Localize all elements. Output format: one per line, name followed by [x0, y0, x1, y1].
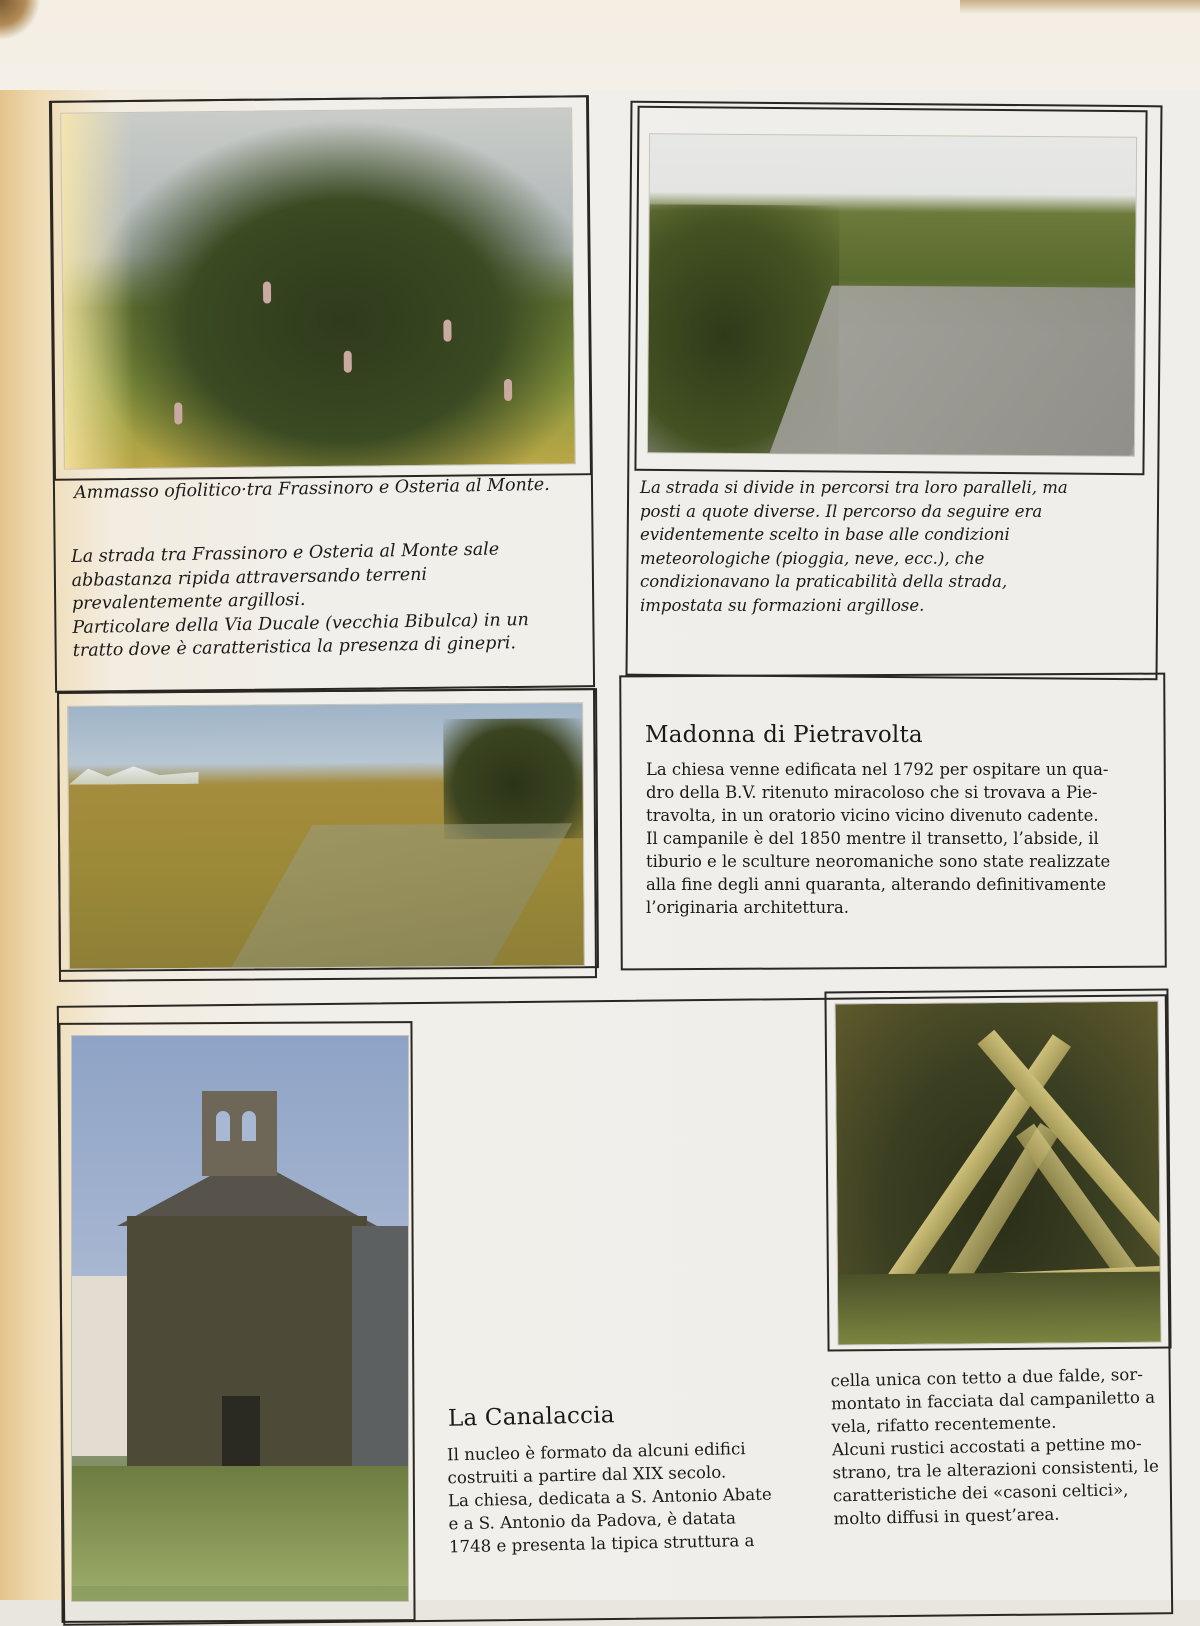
- caption-line: abbastanza ripida attraversando terreni: [71, 564, 428, 591]
- caption-line: Particolare della Via Ducale (vecchia Bibulca) in un: [72, 609, 529, 638]
- text-line: l’originaria architettura.: [646, 898, 849, 917]
- photo-roof-beams: [835, 1001, 1162, 1346]
- flower: [443, 320, 451, 342]
- caption-line: posti a quote diverse. Il percorso da seguire era: [640, 501, 1043, 521]
- snowy-peaks: [68, 764, 198, 785]
- text-line: tiburio e le sculture neoromaniche sono state realizzate: [646, 852, 1111, 871]
- caption-line: La strada tra Frassinoro e Osteria al Monte sale: [71, 539, 500, 567]
- page-corner-shadow: [0, 0, 40, 40]
- flower: [174, 402, 182, 424]
- pietravolta-title: Madonna di Pietravolta: [645, 722, 923, 748]
- flower: [344, 351, 352, 373]
- caption-line: La strada si divide in percorsi tra loro paralleli, ma: [640, 478, 1068, 497]
- text-line: alla fine degli anni quaranta, alterando definitivamente: [646, 875, 1107, 894]
- flower: [504, 379, 512, 401]
- hay-floor: [838, 1272, 1161, 1345]
- canalaccia-col2: [830, 1363, 1160, 1531]
- text-line: Il campanile è del 1850 mentre il transetto, l’abside, il: [646, 829, 1099, 848]
- text-line: La chiesa venne edificata nel 1792 per ospitare un qua-: [646, 760, 1109, 779]
- caption-line: impostata su formazioni argillose.: [640, 595, 925, 615]
- bell-opening: [216, 1111, 230, 1141]
- pietravolta-body: [646, 758, 1110, 919]
- caption-line: meteorologiche (pioggia, neve, ecc.), che: [640, 548, 985, 568]
- rafter: [977, 1030, 1161, 1257]
- house: [72, 1276, 130, 1456]
- flower: [263, 281, 271, 303]
- photo2-caption-body: [640, 476, 1068, 617]
- text-line: costruiti a partire dal XIX secolo.: [447, 1462, 727, 1488]
- text-line: La chiesa, dedicata a S. Antonio Abate: [447, 1484, 772, 1511]
- photo1-caption-body: [71, 538, 529, 663]
- text-line: 1748 e presenta la tipica struttura a: [448, 1530, 755, 1557]
- light-flare: [61, 113, 135, 469]
- juniper-bush: [443, 718, 584, 839]
- text-line: travolta, in un oratorio vicino vicino divenuto cadente.: [646, 806, 1099, 825]
- photo1-caption-title: Ammasso ofiolitico·tra Frassinoro e Osteria al Monte.: [73, 474, 550, 504]
- text-line: caratteristiche dei «casoni celtici»,: [832, 1480, 1129, 1506]
- bell-gable: [202, 1091, 277, 1176]
- page-edge-shadow: [960, 0, 1200, 14]
- caption-line: condizionavano la praticabilità della strada,: [640, 572, 1008, 591]
- photo-dry-hill-path: [67, 702, 585, 970]
- text-line: molto diffusi in quest’area.: [833, 1504, 1060, 1529]
- text-line: dro della B.V. ritenuto miracoloso che si trovava a Pie-: [646, 783, 1098, 802]
- caption-line: prevalentemente argillosi.: [71, 589, 306, 614]
- photo-gravel-road: [647, 133, 1137, 456]
- caption-line: tratto dove è caratteristica la presenza di ginepri.: [72, 633, 517, 661]
- text-line: montato in facciata dal campaniletto a: [830, 1387, 1156, 1414]
- path: [227, 823, 573, 970]
- grass: [72, 1466, 408, 1586]
- church-side: [352, 1226, 409, 1476]
- text-line: Alcuni rustici accostati a pettine mo-: [831, 1433, 1142, 1460]
- photo-church: [71, 1035, 409, 1602]
- bell-opening: [242, 1111, 256, 1141]
- text-line: Il nucleo è formato da alcuni edifici: [446, 1439, 746, 1465]
- church-door: [222, 1396, 260, 1476]
- photo-meadow-hill: [60, 107, 576, 469]
- text-line: cella unica con tetto a due falde, sor-: [830, 1364, 1144, 1391]
- text-line: e a S. Antonio da Padova, è datata: [448, 1508, 737, 1534]
- text-line: vela, rifatto recentemente.: [831, 1412, 1057, 1437]
- caption-line: evidentemente scelto in base alle condizioni: [640, 525, 1010, 544]
- canalaccia-title: La Canalaccia: [447, 1402, 615, 1432]
- text-line: strano, tra le alterazioni consistenti, le: [832, 1456, 1160, 1483]
- canalaccia-col1: [447, 1437, 773, 1559]
